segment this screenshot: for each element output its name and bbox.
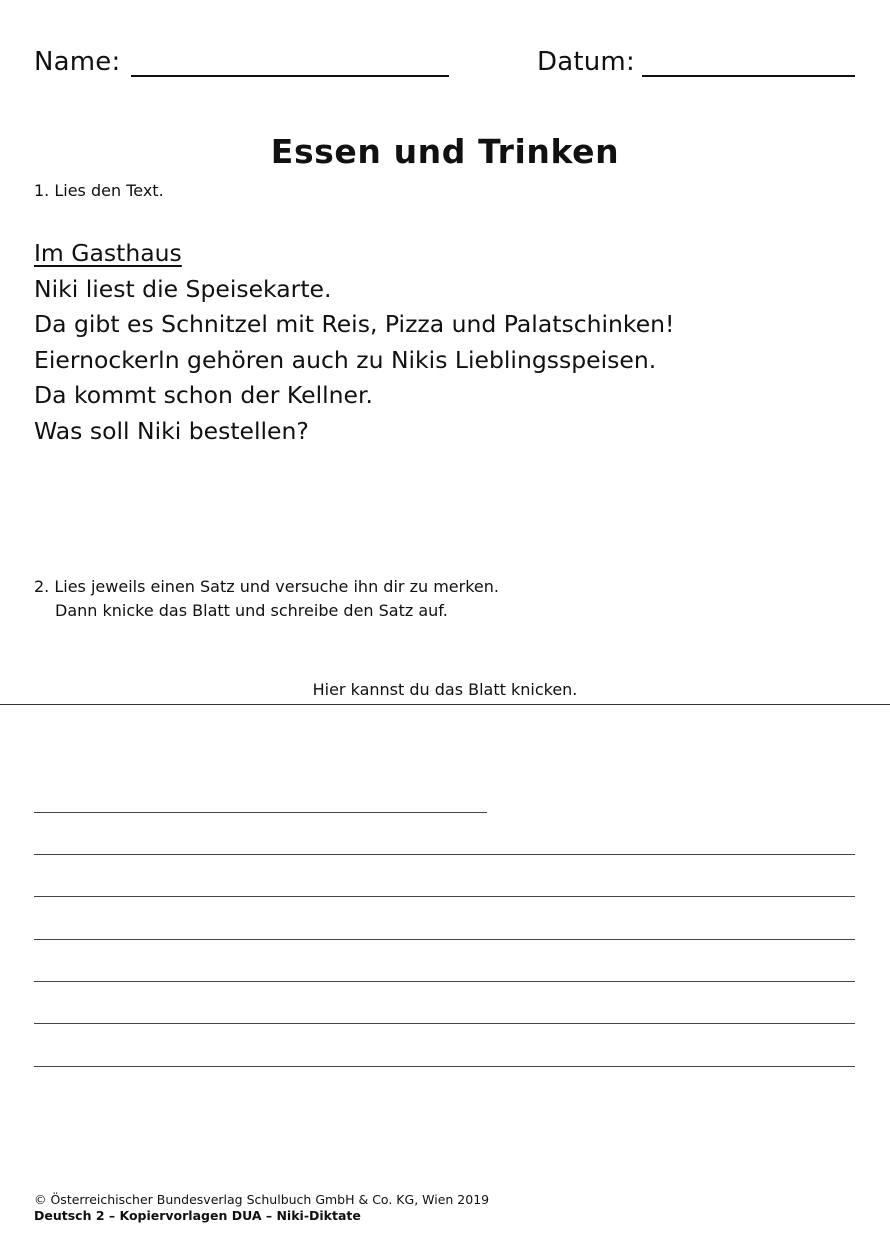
footer-book-title: Deutsch 2 – Kopiervorlagen DUA – Niki-Diktate [34,1208,361,1223]
writing-line[interactable] [34,1023,855,1024]
story-line: Eiernockerln gehören auch zu Nikis Lieblingsspeisen. [34,345,657,374]
story-heading: Im Gasthaus [34,239,182,267]
fold-line [0,704,890,705]
story-line: Da kommt schon der Kellner. [34,381,373,409]
page-title: Essen und Trinken [270,132,620,171]
story-line: Niki liest die Speisekarte. [34,274,332,303]
story-line: Was soll Niki bestellen? [34,416,309,445]
date-label: Datum: [537,47,635,77]
task-1-instruction: 1. Lies den Text. [34,181,164,200]
writing-line[interactable] [34,939,855,940]
writing-line[interactable] [34,896,855,897]
writing-line[interactable] [34,854,855,855]
task-2-instruction-line-2: Dann knicke das Blatt und schreibe den Satz auf. [55,601,448,620]
name-field-line[interactable] [131,75,449,77]
date-field-line[interactable] [642,75,855,77]
writing-line[interactable] [34,1066,855,1067]
writing-line-short[interactable] [34,812,487,813]
story-line: Da gibt es Schnitzel mit Reis, Pizza und Palatschinken! [34,310,675,338]
task-2-instruction-line-1: 2. Lies jeweils einen Satz und versuche ihn dir zu merken. [34,577,499,596]
story-text [34,236,884,449]
writing-line[interactable] [34,981,855,982]
footer-copyright: © Österreichischer Bundesverlag Schulbuch GmbH & Co. KG, Wien 2019 [34,1192,490,1207]
fold-note: Hier kannst du das Blatt knicken. [312,680,578,699]
name-label: Name: [34,47,121,77]
